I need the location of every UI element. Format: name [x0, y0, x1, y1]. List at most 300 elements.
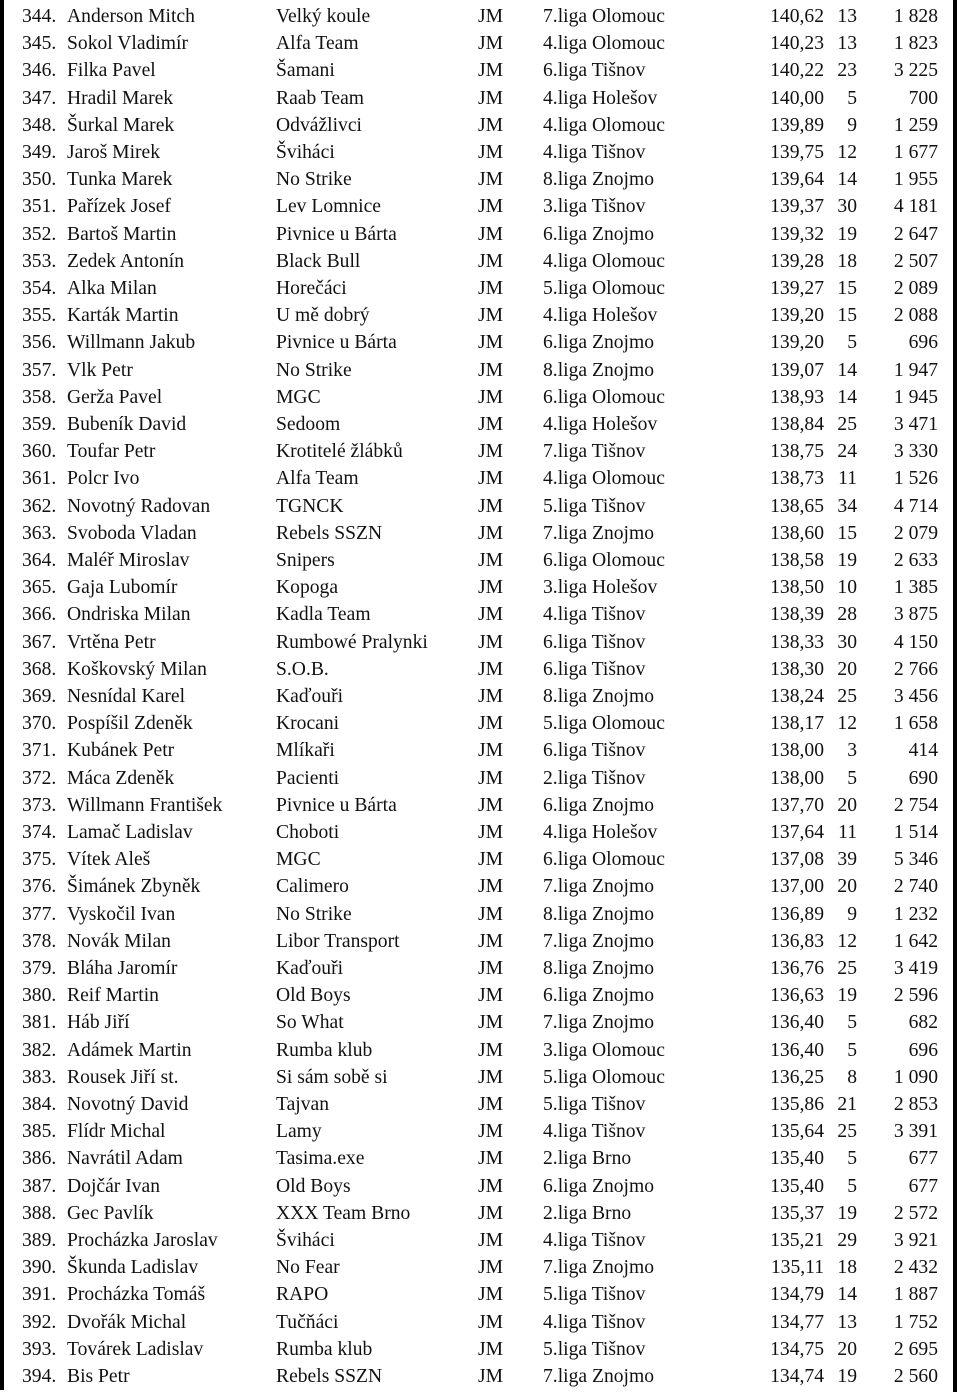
league-cell: 7.liga Znojmo	[543, 1257, 655, 1279]
rank-cell: 351.	[22, 196, 57, 218]
player-name-cell: Vrtěna Petr	[67, 631, 156, 653]
rank-cell: 373.	[22, 794, 57, 816]
team-cell: Krocani	[276, 713, 340, 735]
league-cell: 7.liga Znojmo	[543, 876, 655, 898]
table-row	[0, 873, 960, 900]
player-name-cell: Novotný Radovan	[67, 495, 211, 517]
score-cell: 138,50	[770, 577, 824, 599]
player-name-cell: Rousek Jiří st.	[67, 1066, 179, 1088]
score-cell: 135,64	[770, 1121, 824, 1143]
table-row	[0, 846, 960, 873]
league-cell: 4.liga Holešov	[543, 87, 658, 109]
league-cell: 6.liga Znojmo	[543, 985, 655, 1007]
points-cell: 1 945	[893, 386, 938, 408]
rank-cell: 350.	[22, 169, 57, 191]
points-cell: 3 330	[893, 441, 938, 463]
score-cell: 138,84	[770, 414, 824, 435]
player-name-cell: Alka Milan	[67, 278, 157, 299]
table-row	[0, 85, 960, 112]
team-cell: Rumba klub	[276, 1039, 373, 1061]
player-name-cell: Navrátil Adam	[67, 1148, 183, 1170]
table-row	[0, 574, 960, 601]
region-cell: JM	[478, 577, 504, 599]
rank-cell: 366.	[22, 604, 57, 626]
rank-cell: 387.	[22, 1175, 57, 1197]
region-cell: JM	[478, 1121, 504, 1143]
score-cell: 139,20	[770, 332, 824, 354]
table-row	[0, 193, 960, 220]
score-cell: 140,00	[770, 87, 824, 109]
games-cell: 25	[837, 1121, 857, 1143]
team-cell: Alfa Team	[276, 33, 359, 55]
region-cell: JM	[478, 767, 504, 789]
games-cell: 28	[837, 604, 857, 626]
rank-cell: 349.	[22, 142, 57, 163]
team-cell: Tajvan	[276, 1094, 330, 1115]
player-name-cell: Anderson Mitch	[67, 6, 195, 27]
table-row	[0, 411, 960, 438]
rank-cell: 360.	[22, 441, 57, 463]
games-cell: 14	[837, 386, 857, 408]
league-cell: 2.liga Tišnov	[543, 767, 646, 789]
score-cell: 134,79	[770, 1284, 824, 1306]
team-cell: Kadla Team	[276, 604, 371, 626]
region-cell: JM	[478, 305, 504, 327]
score-cell: 139,28	[770, 250, 824, 272]
points-cell: 696	[908, 332, 938, 354]
points-cell: 696	[908, 1039, 938, 1061]
games-cell: 5	[847, 1148, 857, 1170]
league-cell: 4.liga Holešov	[543, 305, 658, 327]
region-cell: JM	[478, 1338, 504, 1360]
league-cell: 8.liga Znojmo	[543, 169, 655, 191]
score-cell: 137,64	[770, 822, 824, 843]
rank-cell: 362.	[22, 495, 57, 517]
points-cell: 700	[908, 87, 938, 109]
player-name-cell: Novotný David	[67, 1094, 189, 1115]
score-cell: 139,32	[770, 223, 824, 245]
table-row	[0, 1091, 960, 1118]
region-cell: JM	[478, 196, 504, 218]
table-row	[0, 1037, 960, 1064]
games-cell: 8	[847, 1066, 857, 1088]
player-name-cell: Flídr Michal	[67, 1121, 166, 1143]
rank-cell: 377.	[22, 903, 57, 925]
games-cell: 5	[847, 767, 857, 789]
score-cell: 138,17	[770, 713, 824, 735]
points-cell: 690	[908, 767, 938, 789]
points-cell: 3 471	[893, 414, 938, 435]
team-cell: Si sám sobě si	[276, 1066, 388, 1088]
league-cell: 6.liga Znojmo	[543, 223, 655, 245]
games-cell: 5	[847, 332, 857, 354]
rank-cell: 382.	[22, 1039, 57, 1061]
points-cell: 677	[908, 1148, 938, 1170]
rank-cell: 364.	[22, 550, 57, 571]
region-cell: JM	[478, 958, 504, 979]
score-cell: 139,75	[770, 142, 824, 163]
rank-cell: 346.	[22, 60, 57, 82]
rank-cell: 371.	[22, 740, 57, 762]
team-cell: Šamani	[276, 60, 335, 82]
score-cell: 139,27	[770, 278, 824, 299]
league-cell: 7.liga Olomouc	[543, 6, 665, 27]
rank-cell: 384.	[22, 1094, 57, 1115]
team-cell: Alfa Team	[276, 468, 359, 490]
team-cell: Mlíkaři	[276, 740, 335, 762]
games-cell: 14	[837, 1284, 857, 1306]
games-cell: 15	[837, 305, 857, 327]
table-row	[0, 1173, 960, 1200]
points-cell: 1 823	[893, 33, 938, 55]
player-name-cell: Gerža Pavel	[67, 386, 163, 408]
table-row	[0, 30, 960, 57]
points-cell: 1 090	[893, 1066, 938, 1088]
table-row	[0, 465, 960, 492]
team-cell: Rumba klub	[276, 1338, 373, 1360]
team-cell: Kopoga	[276, 577, 339, 599]
league-cell: 7.liga Znojmo	[543, 1366, 655, 1387]
league-cell: 4.liga Olomouc	[543, 114, 665, 136]
player-name-cell: Gaja Lubomír	[67, 577, 178, 599]
table-row	[0, 683, 960, 710]
league-cell: 6.liga Znojmo	[543, 794, 655, 816]
score-cell: 137,70	[770, 794, 824, 816]
rank-cell: 345.	[22, 33, 57, 55]
rank-cell: 392.	[22, 1311, 57, 1333]
games-cell: 13	[837, 6, 857, 27]
team-cell: Krotitelé žlábků	[276, 441, 403, 463]
games-cell: 11	[838, 822, 857, 843]
team-cell: Velký koule	[276, 6, 371, 27]
table-row	[0, 629, 960, 656]
points-cell: 2 560	[893, 1366, 938, 1387]
table-row	[0, 275, 960, 302]
games-cell: 19	[837, 550, 857, 571]
region-cell: JM	[478, 740, 504, 762]
score-cell: 137,08	[770, 849, 824, 871]
score-cell: 138,65	[770, 495, 824, 517]
player-name-cell: Vlk Petr	[67, 359, 133, 381]
rank-cell: 357.	[22, 359, 57, 381]
games-cell: 20	[837, 794, 857, 816]
table-row	[0, 248, 960, 275]
table-row	[0, 710, 960, 737]
table-row	[0, 3, 960, 30]
games-cell: 34	[837, 495, 857, 517]
score-cell: 136,25	[770, 1066, 824, 1088]
games-cell: 19	[837, 1366, 857, 1387]
team-cell: No Strike	[276, 359, 352, 381]
player-name-cell: Willmann Jakub	[67, 332, 196, 354]
games-cell: 30	[837, 196, 857, 218]
score-cell: 135,40	[770, 1175, 824, 1197]
games-cell: 12	[837, 713, 857, 735]
table-row	[0, 1118, 960, 1145]
score-cell: 138,73	[770, 468, 824, 490]
region-cell: JM	[478, 278, 504, 299]
player-name-cell: Šimánek Zbyněk	[67, 876, 201, 898]
table-row	[0, 1145, 960, 1172]
table-row	[0, 1200, 960, 1227]
player-name-cell: Továrek Ladislav	[67, 1338, 204, 1360]
player-name-cell: Karták Martin	[67, 305, 179, 327]
points-cell: 1 259	[893, 114, 938, 136]
player-name-cell: Toufar Petr	[67, 441, 156, 463]
region-cell: JM	[478, 1148, 504, 1170]
score-cell: 135,21	[770, 1230, 824, 1251]
player-name-cell: Zedek Antonín	[67, 250, 184, 272]
games-cell: 10	[837, 577, 857, 599]
points-cell: 1 947	[893, 359, 938, 381]
rank-cell: 374.	[22, 822, 57, 843]
table-row	[0, 547, 960, 574]
points-cell: 2 572	[893, 1202, 938, 1224]
table-row	[0, 57, 960, 84]
rank-cell: 344.	[22, 6, 57, 27]
region-cell: JM	[478, 495, 504, 517]
score-cell: 138,39	[770, 604, 824, 626]
league-cell: 6.liga Olomouc	[543, 550, 665, 571]
points-cell: 2 766	[893, 658, 938, 680]
score-cell: 139,64	[770, 169, 824, 191]
points-cell: 1 514	[893, 822, 938, 843]
rank-cell: 376.	[22, 876, 57, 898]
team-cell: S.O.B.	[276, 658, 329, 680]
player-name-cell: Bis Petr	[67, 1366, 130, 1387]
team-cell: Raab Team	[276, 87, 365, 109]
games-cell: 24	[837, 441, 857, 463]
points-cell: 4 714	[893, 495, 938, 517]
table-row	[0, 438, 960, 465]
region-cell: JM	[478, 1175, 504, 1197]
rank-cell: 391.	[22, 1284, 57, 1306]
team-cell: Rebels SSZN	[276, 522, 383, 544]
table-row	[0, 302, 960, 329]
games-cell: 5	[847, 1175, 857, 1197]
table-row	[0, 1064, 960, 1091]
games-cell: 25	[837, 958, 857, 979]
games-cell: 5	[847, 1012, 857, 1034]
table-row	[0, 329, 960, 356]
player-name-cell: Ondriska Milan	[67, 604, 191, 626]
rank-cell: 354.	[22, 278, 57, 299]
region-cell: JM	[478, 903, 504, 925]
score-cell: 136,40	[770, 1039, 824, 1061]
points-cell: 2 740	[893, 876, 938, 898]
team-cell: U mě dobrý	[276, 305, 370, 327]
score-cell: 134,77	[770, 1311, 824, 1333]
points-cell: 2 079	[893, 522, 938, 544]
score-cell: 134,74	[770, 1366, 824, 1387]
score-cell: 135,11	[770, 1257, 824, 1279]
games-cell: 9	[847, 114, 857, 136]
games-cell: 13	[837, 1311, 857, 1333]
rank-cell: 356.	[22, 332, 57, 354]
team-cell: Kaďouři	[276, 686, 344, 707]
score-cell: 136,76	[770, 958, 824, 979]
games-cell: 18	[837, 1257, 857, 1279]
table-row	[0, 955, 960, 982]
team-cell: Lamy	[276, 1121, 322, 1143]
region-cell: JM	[478, 658, 504, 680]
points-cell: 4 150	[893, 631, 938, 653]
league-cell: 6.liga Tišnov	[543, 658, 646, 680]
player-name-cell: Reif Martin	[67, 985, 159, 1007]
player-name-cell: Jaroš Mirek	[67, 142, 161, 163]
rank-cell: 352.	[22, 223, 57, 245]
score-cell: 137,00	[770, 876, 824, 898]
games-cell: 18	[837, 250, 857, 272]
region-cell: JM	[478, 550, 504, 571]
league-cell: 6.liga Tišnov	[543, 631, 646, 653]
points-cell: 682	[908, 1012, 938, 1034]
team-cell: Rumbowé Pralynki	[276, 631, 428, 653]
team-cell: Calimero	[276, 876, 349, 898]
league-cell: 5.liga Olomouc	[543, 713, 665, 735]
score-cell: 140,23	[770, 33, 824, 55]
score-cell: 139,89	[770, 114, 824, 136]
rank-cell: 363.	[22, 522, 57, 544]
points-cell: 2 754	[893, 794, 938, 816]
league-cell: 7.liga Tišnov	[543, 441, 646, 463]
points-cell: 1 232	[893, 903, 938, 925]
league-cell: 2.liga Brno	[543, 1148, 632, 1170]
league-cell: 3.liga Holešov	[543, 577, 658, 599]
score-cell: 139,37	[770, 196, 824, 218]
region-cell: JM	[478, 1311, 504, 1333]
region-cell: JM	[478, 849, 504, 871]
region-cell: JM	[478, 876, 504, 898]
league-cell: 6.liga Olomouc	[543, 849, 665, 871]
player-name-cell: Maléř Miroslav	[67, 550, 190, 571]
league-cell: 5.liga Tišnov	[543, 1338, 646, 1360]
region-cell: JM	[478, 1039, 504, 1061]
league-cell: 4.liga Holešov	[543, 822, 658, 843]
score-cell: 138,60	[770, 522, 824, 544]
table-row	[0, 1281, 960, 1308]
points-cell: 1 752	[893, 1311, 938, 1333]
region-cell: JM	[478, 1230, 504, 1251]
team-cell: RAPO	[276, 1284, 329, 1306]
points-cell: 2 088	[893, 305, 938, 327]
region-cell: JM	[478, 142, 504, 163]
player-name-cell: Gec Pavlík	[67, 1202, 154, 1224]
table-row	[0, 792, 960, 819]
player-name-cell: Dojčár Ivan	[67, 1175, 161, 1197]
games-cell: 29	[837, 1230, 857, 1251]
points-cell: 2 432	[893, 1257, 938, 1279]
team-cell: No Fear	[276, 1257, 340, 1279]
games-cell: 20	[837, 1338, 857, 1360]
rank-cell: 347.	[22, 87, 57, 109]
region-cell: JM	[478, 604, 504, 626]
player-name-cell: Hradil Marek	[67, 87, 174, 109]
league-cell: 3.liga Olomouc	[543, 1039, 665, 1061]
player-name-cell: Škunda Ladislav	[67, 1257, 199, 1279]
score-cell: 135,37	[770, 1202, 824, 1224]
region-cell: JM	[478, 223, 504, 245]
games-cell: 20	[837, 658, 857, 680]
table-row	[0, 737, 960, 764]
table-row	[0, 1254, 960, 1281]
region-cell: JM	[478, 1366, 504, 1387]
games-cell: 14	[837, 359, 857, 381]
points-cell: 2 647	[893, 223, 938, 245]
games-cell: 15	[837, 522, 857, 544]
league-cell: 5.liga Tišnov	[543, 1284, 646, 1306]
region-cell: JM	[478, 250, 504, 272]
player-name-cell: Vyskočil Ivan	[67, 903, 176, 925]
team-cell: Choboti	[276, 822, 340, 843]
region-cell: JM	[478, 60, 504, 82]
league-cell: 6.liga Znojmo	[543, 1175, 655, 1197]
team-cell: Tučňáci	[276, 1311, 339, 1333]
region-cell: JM	[478, 1202, 504, 1224]
table-row	[0, 1363, 960, 1390]
rank-cell: 386.	[22, 1148, 57, 1170]
player-name-cell: Máca Zdeněk	[67, 767, 175, 789]
player-name-cell: Dvořák Michal	[67, 1311, 187, 1333]
table-row	[0, 221, 960, 248]
points-cell: 677	[908, 1175, 938, 1197]
table-row	[0, 656, 960, 683]
league-cell: 7.liga Znojmo	[543, 930, 655, 952]
player-name-cell: Kubánek Petr	[67, 740, 175, 762]
games-cell: 12	[837, 142, 857, 163]
rank-cell: 355.	[22, 305, 57, 327]
rank-cell: 365.	[22, 577, 57, 599]
rank-cell: 393.	[22, 1338, 57, 1360]
points-cell: 1 828	[893, 6, 938, 27]
points-cell: 1 658	[893, 713, 938, 735]
team-cell: Rebels SSZN	[276, 1366, 383, 1387]
rank-cell: 372.	[22, 767, 57, 789]
rank-cell: 390.	[22, 1257, 57, 1279]
player-name-cell: Tunka Marek	[67, 169, 173, 191]
league-cell: 5.liga Olomouc	[543, 278, 665, 299]
player-name-cell: Svoboda Vladan	[67, 522, 197, 544]
team-cell: Horečáci	[276, 278, 347, 299]
games-cell: 12	[837, 930, 857, 952]
player-name-cell: Procházka Jaroslav	[67, 1230, 218, 1251]
player-name-cell: Sokol Vladimír	[67, 33, 189, 55]
team-cell: Šviháci	[276, 142, 335, 163]
score-cell: 138,58	[770, 550, 824, 571]
team-cell: No Strike	[276, 903, 352, 925]
points-cell: 3 456	[893, 686, 938, 707]
table-row	[0, 601, 960, 628]
rank-cell: 353.	[22, 250, 57, 272]
region-cell: JM	[478, 1012, 504, 1034]
points-cell: 2 633	[893, 550, 938, 571]
league-cell: 8.liga Znojmo	[543, 686, 655, 707]
games-cell: 5	[847, 87, 857, 109]
rank-cell: 348.	[22, 114, 57, 136]
rank-cell: 383.	[22, 1066, 57, 1088]
region-cell: JM	[478, 87, 504, 109]
score-cell: 136,40	[770, 1012, 824, 1034]
team-cell: XXX Team Brno	[276, 1202, 411, 1224]
games-cell: 39	[837, 849, 857, 871]
rank-cell: 381.	[22, 1012, 57, 1034]
league-cell: 4.liga Tišnov	[543, 1121, 646, 1143]
points-cell: 4 181	[893, 196, 938, 218]
games-cell: 19	[837, 223, 857, 245]
team-cell: Lev Lomnice	[276, 196, 382, 218]
points-cell: 2 089	[893, 278, 938, 299]
table-row	[0, 112, 960, 139]
